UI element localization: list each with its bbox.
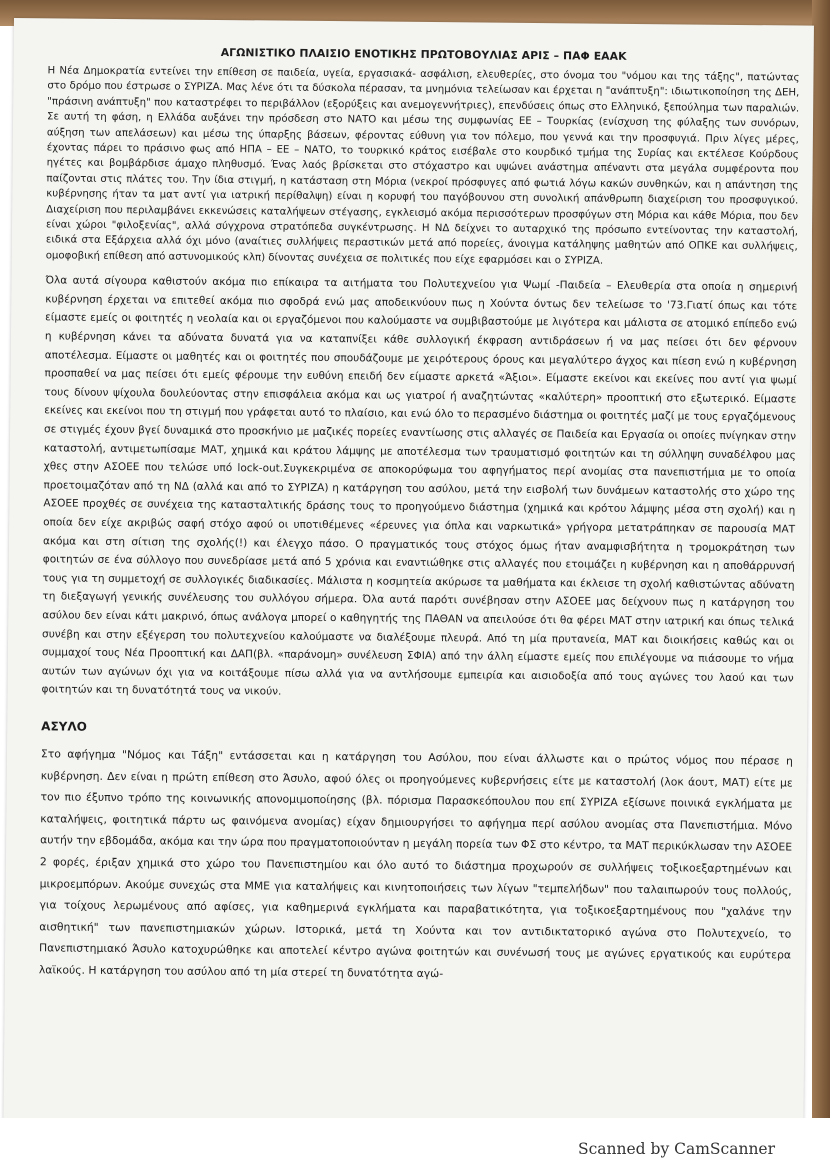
document-title: ΑΓΩΝΙΣΤΙΚΟ ΠΛΑΙΣΙΟ ΕΝΟΤΙΚΗΣ ΠΡΩΤΟΒΟΥΛΙΑΣ ΑΡΙΣ – ΠΑΦ ΕΑΑΚ xyxy=(220,45,627,63)
desk-background-right xyxy=(812,0,830,1120)
scanner-watermark: Scanned by CamScanner xyxy=(578,1140,776,1158)
paragraph-asylum: Στο αφήγημα "Νόμος και Τάξη" εντάσσεται και η κατάργηση του Ασύλου, που είναι άλλωστε και ο πρώτος νόμος που πέρασε η κυβέρνηση. Δεν είναι η πρώτη επίθεση στο Άσυλο, αφού όλες οι προηγούμενες κυβερνήσεις είτε με καταστολή (λοκ άουτ, ΜΑΤ) είτε με τον πιο έξυπνο τρόπο της κοινωνικής απονομιμοποίησης (βλ. πόρισμα Παρασκεόπουλου που επί ΣΥΡΙΖΑ εξίσωνε ποινικά εγκλήματα με καταλήψεις, φοιτητικά πάρτυ ως φαινόμενα ανομίας) είχαν δημιουργήσει το αφήγημα περί ασύλου ανομίας στα Πανεπιστήμια. Μόνο αυτήν την εβδομάδα, ακόμα και την ώρα που πραγματοποιούνταν η μεγάλη πορεία των ΦΣ στο κέντρο, τα ΜΑΤ περικύκλωσαν την ΑΣΟΕΕ 2 φορές, έριξαν χημικά στο χώρο του Πανεπιστημίου και όλο αυτό το διάστημα προχωρούν σε συλλήψεις τοξικοεξαρτημένων και μικροεμπόρων. Ακούμε συνεχώς στα ΜΜΕ για καταλήψεις και κινητοποιήσεις των λίγων "τεμπελήδων" που ταλαιπωρούν τους πολλούς, για τοίχους λερωμένους από αφίσες, για καθημερινά εγκλήματα και παραβατικότητα, για τοξικοεξαρτημένους που "χαλάνε την αισθητική" των πανεπιστημιακών χώρων. Ιστορικά, μετά τη Χούντα και τον αντιδικτατορικό αγώνα στο Πολυτεχνείο, το Πανεπιστημιακό Άσυλο κατοχυρώθηκε και αποτελεί κέντρο αγώνα φοιτητών και συνένωσή τους με αγώνες εργατικούς και ευρύτερα λαϊκούς. Η κατάργηση του ασύλου από τη μία στερεί τη δυνατότητα αγώ- xyxy=(38,747,793,981)
section-heading-asylum: ΑΣΥΛΟ xyxy=(41,719,87,734)
document-page xyxy=(3,18,814,1128)
paragraph-intro: Η Νέα Δημοκρατία εντείνει την επίθεση σε παιδεία, υγεία, εργασιακά- ασφάλιση, ελευθερίες, στο όνομα του "νόμου και της τάξης", πατώντας στο δρόμο που έστρωσε ο ΣΥΡΙΖΑ. Μας λένε ότι τα δύσκολα πέρασαν, τα μνημόνια τελείωσαν και έρχεται η "ανάπτυξη": ιδιωτικοποίηση της ΔΕΗ, "πράσινη ανάπτυξη" που καταστρέφει το περιβάλλον (εξορύξεις και ανεμογεννήτριες), επενδύσεις όπως στο Ελληνικό, ξεπούλημα των παραλιών. Σε αυτή τη φάση, η Ελλάδα αυξάνει την πρόσδεση στο ΝΑΤΟ και μέσω της συμφωνίας ΕΕ – Τουρκίας (ενίσχυση της φύλαξης των συνόρων, αύξηση των απελάσεων) και μέσω της ύπαρξης βάσεων, φέροντας εύθυνη για τον πόλεμο, που γεννά και την προσφυγιά. Πριν λίγες μέρες, έχοντας πάρει το πράσινο φως από ΗΠΑ – ΕΕ – ΝΑΤΟ, το τουρκικό κράτος εισέβαλε στο κουρδικό τμήμα της Συρίας και εκτέλεσε Κούρδους ηγέτες και βομβάρδισε άμαχο πληθυσμό. Ένας λαός βρίσκεται στο στόχαστρο και υψώνει ανάστημα απέναντι στα μεγάλα συμφέροντα που παίζονται στις πλάτες του. Την ίδια στιγμή, η κατάσταση στη Μόρια (νεκροί πρόσφυγες από φωτιά λόγω κακών συνθηκών, και η απάντηση της κυβέρνησης ήταν τα ματ αντί για ιατρική περίθαλψη) είναι η κορυφή του παγόβουνου στη συνολική απάνθρωπη διαχείριση του προσφυγικού. Διαχείριση που περιλαμβάνει εκκενώσεις καταλήψεων στέγασης, εγκλεισμό ακόμα περισσότερων προσφύγων στη Μόρια και κάθε Μόρια, που δεν είναι χώροι "φιλοξενίας", αλλά σύγχρονα στρατόπεδα συγκέντρωσης. Η ΝΔ δείχνει το αυταρχικό της πρόσωπο εντείνοντας την καταστολή, ειδικά στα Εξάρχεια αλλά όχι μόνο (αναίτιες συλλήψεις περαστικών μετά από πορείες, άνοιγμα κατάληψης μαθητών από ΟΠΚΕ και συλλήψεις, ομοφοβική επίθεση από αστυνομικούς κλπ) δίνοντας συνέχεια σε πολιτικές που είχε εφαρμόσει και ο ΣΥΡΙΖΑ. xyxy=(45,65,800,267)
document-body xyxy=(39,44,800,996)
paragraph-polytechnic: Όλα αυτά σίγουρα καθιστούν ακόμα πιο επίκαιρα τα αιτήματα του Πολυτεχνείου για Ψωμί -Παιδεία – Ελευθερία στα οποία η σημερινή κυβέρνηση έρχεται να επιτεθεί ακόμα πιο σφοδρά ενώ μας αποδεικνύουν πως η Χούντα όντως δεν τελείωσε το '73.Γιατί όπως και τότε είμαστε εμείς οι φοιτητές η νεολαία και οι εργαζόμενοι που καλούμαστε να συμβιβαστούμε με λιγότερα και μάλιστα σε ατομικό επίπεδο ενώ η κυβέρνηση κάνει τα αδύνατα δυνατά για να καταπνίξει κάθε συλλογική έκφραση αντιδράσεων ή να μας πείσει ότι δεν φέρνουν αποτέλεσμα. Είμαστε οι μαθητές και οι φοιτητές που σπουδάζουμε με χειρότερους όρους και μεγαλύτερο άγχος και πίεση ενώ η κυβέρνηση προσπαθεί να μας πείσει ότι εμείς φέρουμε την ευθύνη επειδή δεν είμαστε αρκετά «Άξιοι». Είμαστε εκείνοι και εκείνες που αντί για ψωμί τους δίνουν ψίχουλα δουλεύοντας στην επισφάλεια ακόμα και ως γιατροί ή αναζητώντας «καλύτερη» προοπτική στο εξωτερικό. Είμαστε εκείνες και εκείνοι που τη στιγμή που γράφεται αυτό το πλαίσιο, και ενώ όλο το περασμένο διάστημα οι φοιτητές μαζί με τους εργαζόμενους σε στιγμές έχουν βγεί δυναμικά στο προσκήνιο με μαζικές πορείες εναντίωσης στις αλλαγές σε Παιδεία και Εργασία οι οποίες πνίγηκαν στην καταστολή, αντιμετωπίσαμε ΜΑΤ, χημικά και κράτου λάμψης με αποτέλεσμα των τραυματισμό φοιτητών και τη σύλληψη συναδέλφου μας χθες στην ΑΣΟΕΕ που τελώσε υπό lock-out.Συγκεκριμένα σε αποκορύφωμα του αφηγήματος περί ανομίας στα πανεπιστήμια με το οποία προετοιμαζόταν από τη ΝΔ (αλλά και από το ΣΥΡΙΖΑ) η κατάργηση του ασύλου, μετά την εισβολή των δυνάμεων καταστολής στο χώρο της ΑΣΟΕΕ προχθές σε συνέχεια της κατασταλτικής δράσης τους το προηγούμενο διάστημα (χημικά και κρότου λάμψης μέσα στη σχολή) και η οποία δεν είχε ακριβώς σαφή στόχο αφού οι υποτιθέμενες «έρευνες για όπλα και ναρκωτικά» γρήγορα μετατράπηκαν σε παρουσία ΜΑΤ ακόμα και στη σίτιση της σχολής(!) και έλεγχο πάσο. Ο πραγματικός τους στόχος όμως ήταν αναμφισβήτητα η τρομοκράτηση των φοιτητών σε ένα σύλλογο που συνεδρίασε μετά από 5 χρόνια και εναντιώθηκε στις αλλαγές που ετοιμάζει η κυβέρνηση και η αποθάρρυνσή τους για τη συμμετοχή σε συλλογικές διαδικασίες. Μάλιστα η κοσμητεία ακύρωσε τα μαθήματα και έκλεισε τη σχολή καθιστώντας αδύνατη τη διεξαγωγή γενικής συνέλευσης του συλλόγου σήμερα. Όλα αυτά παρότι συνέβησαν στην ΑΣΟΕΕ μας δείχνουν πως η κατάργηση του ασύλου δεν είναι κάτι μακρινό, όπως ανάλογα μπορεί ο καθηγητής της ΠΑΘΑΝ να απειλούσε ότι θα φέρει ΜΑΤ στην ιατρική και όπως τελικά συνέβη και στην εξέγερση του πολυτεχνείου καλούμαστε να διαλέξουμε πλευρά. Από τη μία πρυτανεία, ΜΑΤ και διοικήσεις καθώς και οι συμμαχοί τους Νέα Προοπτική και ΔΑΠ(βλ. «παράνομη» συνέλευση ΣΦΙΑ) από την άλλη είμαστε εμείς που επιλέγουμε να πιάσουμε το νήμα αυτών των αγώνων όχι για να κοιτάξουμε πίσω αλλά για να αντλήσουμε εμπειρία και αισιοδοξία από τους αγώνες του λαού και των φοιτητών και τη δυνατότητά τους να νικούν. xyxy=(41,274,798,698)
